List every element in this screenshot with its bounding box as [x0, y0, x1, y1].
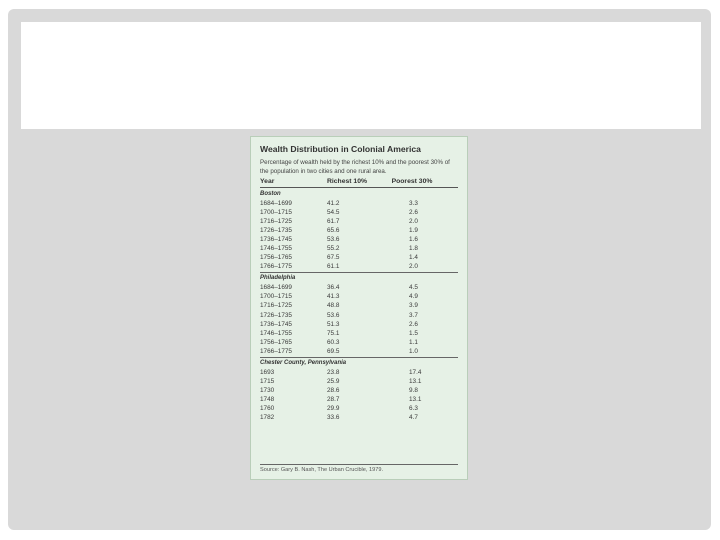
- cell-richest: 48.8: [327, 302, 340, 310]
- cell-richest: 28.6: [327, 386, 340, 394]
- cell-richest: 55.2: [327, 245, 340, 253]
- table-row: [260, 368, 458, 377]
- table-group-heading: Boston: [260, 191, 281, 197]
- table-row: [260, 283, 458, 292]
- cell-richest: 41.3: [327, 293, 340, 301]
- cell-richest: 60.3: [327, 338, 340, 346]
- slide-title-placeholder: [21, 22, 701, 129]
- table-row: [260, 329, 458, 338]
- table-row: [260, 386, 458, 395]
- cell-year: 1746–1755: [260, 245, 292, 253]
- table-row: [260, 235, 458, 244]
- table-row: [260, 395, 458, 404]
- cell-year: 1726–1735: [260, 311, 292, 319]
- cell-poorest: 9.8: [409, 386, 418, 394]
- header-richest: Richest 10%: [326, 178, 368, 185]
- table-row: [260, 208, 458, 217]
- cell-year: 1766–1775: [260, 347, 292, 355]
- cell-poorest: 1.0: [409, 347, 418, 355]
- table-group-heading: Chester County, Pennsylvania: [260, 357, 458, 368]
- table-row: [260, 244, 458, 253]
- cell-year: 1684–1699: [260, 284, 292, 292]
- cell-poorest: 1.6: [409, 236, 418, 244]
- cell-poorest: 3.3: [409, 200, 418, 207]
- table-row: [260, 311, 458, 320]
- cell-poorest: 1.9: [409, 227, 418, 235]
- cell-poorest: 2.0: [409, 218, 418, 226]
- cell-poorest: 4.7: [409, 413, 418, 421]
- header-year: Year: [260, 178, 275, 185]
- cell-year: 1693: [260, 368, 275, 376]
- cell-poorest: 1.5: [409, 329, 418, 337]
- cell-poorest: 2.6: [409, 320, 418, 328]
- cell-year: 1746–1755: [260, 329, 292, 337]
- cell-year: 1756–1765: [260, 338, 292, 346]
- table-row: [260, 301, 458, 310]
- cell-richest: 61.1: [327, 263, 340, 271]
- cell-year: 1736–1745: [260, 320, 292, 328]
- cell-richest: 54.5: [327, 209, 340, 217]
- cell-year: 1726–1735: [260, 227, 292, 235]
- wealth-table-image: [250, 136, 468, 480]
- cell-poorest: 4.5: [409, 284, 418, 292]
- table-row: [260, 226, 458, 235]
- cell-richest: 69.5: [327, 347, 340, 355]
- cell-richest: 28.7: [327, 395, 340, 403]
- cell-poorest: 6.3: [409, 404, 418, 412]
- table-header-row: [260, 178, 458, 188]
- cell-richest: 61.7: [327, 218, 340, 226]
- cell-poorest: 13.1: [409, 377, 422, 385]
- table-group-heading: Philadelphia: [260, 272, 458, 283]
- cell-year: 1730: [260, 386, 275, 394]
- cell-richest: 53.6: [327, 236, 340, 244]
- table-row: [260, 338, 458, 347]
- cell-year: 1700–1715: [260, 293, 292, 301]
- cell-richest: 29.9: [327, 404, 340, 412]
- table-row: [260, 292, 458, 301]
- table-body: [260, 189, 458, 422]
- cell-year: 1736–1745: [260, 236, 292, 244]
- table-row: [260, 217, 458, 226]
- cell-poorest: 2.0: [409, 263, 418, 271]
- cell-poorest: 1.8: [409, 245, 418, 253]
- table-row: [260, 347, 458, 356]
- cell-year: 1766–1775: [260, 263, 292, 271]
- cell-poorest: 4.9: [409, 293, 418, 301]
- cell-richest: 75.1: [327, 329, 340, 337]
- cell-poorest: 1.4: [409, 254, 418, 262]
- table-row: [260, 404, 458, 413]
- cell-richest: 23.8: [327, 368, 340, 376]
- table-row: [260, 320, 458, 329]
- cell-poorest: 3.9: [409, 302, 418, 310]
- cell-richest: 25.9: [327, 377, 340, 385]
- cell-richest: 67.5: [327, 254, 340, 262]
- table-title: Wealth Distribution in Colonial America: [260, 144, 421, 154]
- cell-richest: 51.3: [327, 320, 340, 328]
- cell-richest: 65.6: [327, 227, 340, 235]
- table-row: [260, 199, 458, 208]
- cell-year: 1716–1725: [260, 218, 292, 226]
- cell-poorest: 2.6: [409, 209, 418, 217]
- cell-richest: 53.6: [327, 311, 340, 319]
- table-description: Percentage of wealth held by the richest 10% and the poorest 30% of the population in two cities and one rural area.: [260, 159, 450, 175]
- cell-year: 1684–1699: [260, 200, 292, 207]
- cell-richest: 36.4: [327, 284, 340, 292]
- header-poorest: Poorest 30%: [391, 178, 433, 185]
- cell-year: 1748: [260, 395, 275, 403]
- cell-year: 1756–1765: [260, 254, 292, 262]
- cell-poorest: 13.1: [409, 395, 422, 403]
- cell-poorest: 3.7: [409, 311, 418, 319]
- cell-year: 1782: [260, 413, 275, 421]
- cell-year: 1716–1725: [260, 302, 292, 310]
- table-row: [260, 413, 458, 422]
- cell-poorest: 1.1: [409, 338, 418, 346]
- table-row: [260, 377, 458, 386]
- cell-richest: 41.2: [327, 200, 340, 207]
- cell-poorest: 17.4: [409, 368, 422, 376]
- table-row: [260, 262, 458, 271]
- cell-year: 1760: [260, 404, 275, 412]
- table-source: Source: Gary B. Nash, The Urban Crucible, 1979.: [260, 464, 458, 473]
- cell-year: 1700–1715: [260, 209, 292, 217]
- cell-richest: 33.6: [327, 413, 340, 421]
- table-row: [260, 253, 458, 262]
- cell-year: 1715: [260, 377, 275, 385]
